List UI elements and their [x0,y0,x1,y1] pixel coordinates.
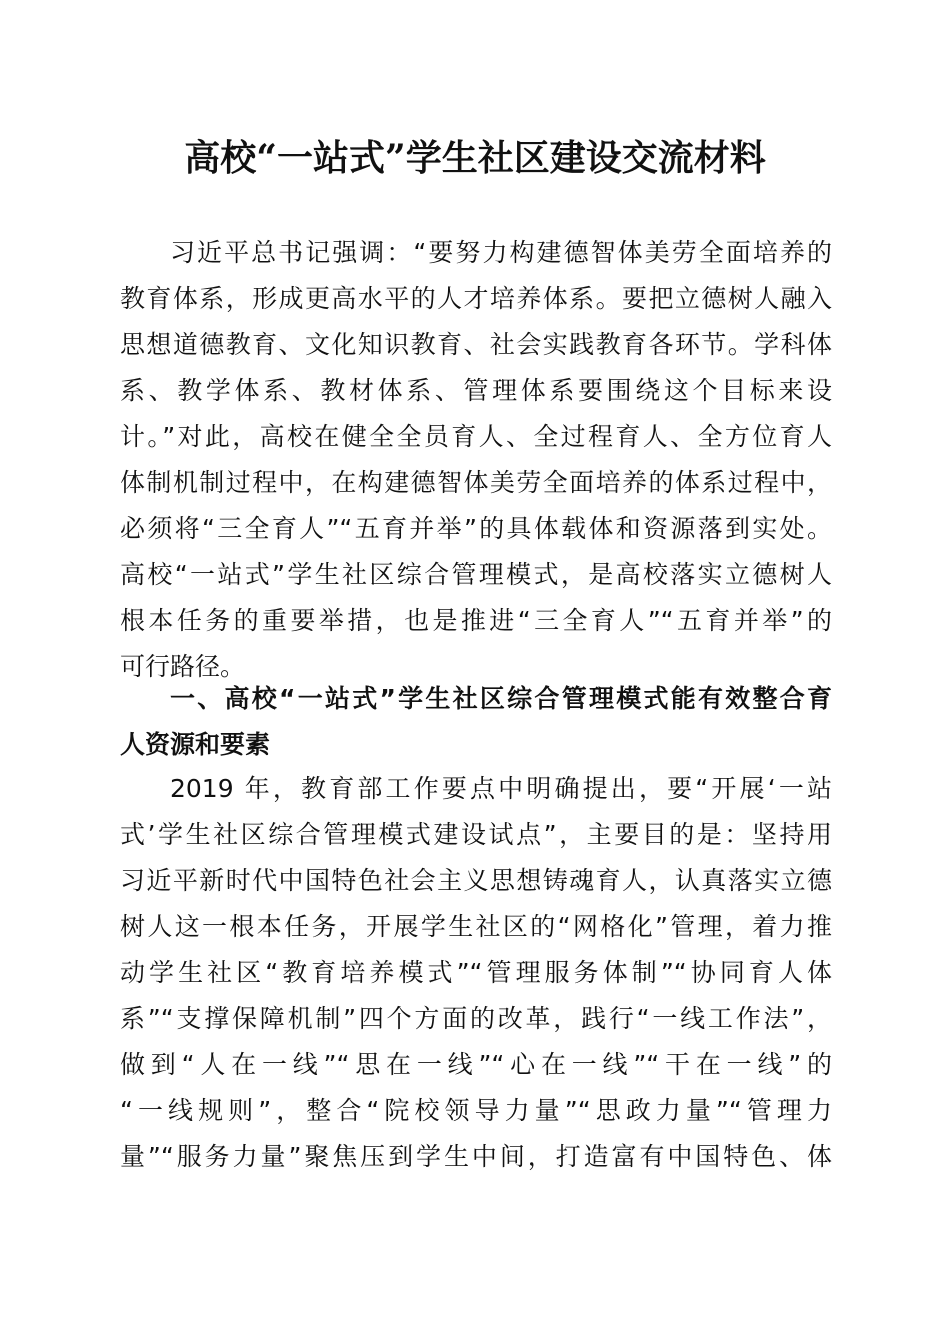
paragraph-line: “一线规则”，整合“院校领导力量”“思政力量”“管理力 [120,1096,832,1125]
paragraph-line: 计。”对此，高校在健全全员育人、全过程育人、全方位育人 [120,422,832,451]
paragraph-line: 习近平新时代中国特色社会主义思想铸魂育人，认真落实立德 [120,866,832,895]
section-heading [120,676,832,768]
paragraph-line: 高校“一站式”学生社区综合管理模式，是高校落实立德树人 [120,560,832,589]
intro-paragraph [120,230,832,690]
paragraph-line: 系、教学体系、教材体系、管理体系要围绕这个目标来设 [120,376,832,405]
paragraph-line: 2019 年，教育部工作要点中明确提出，要“开展‘一站 [170,774,832,803]
paragraph-line: 做到“人在一线”“思在一线”“心在一线”“干在一线”的 [120,1050,832,1079]
document-title: 高校“一站式”学生社区建设交流材料 [184,137,766,179]
heading-line: 一、高校“一站式”学生社区综合管理模式能有效整合育 [170,684,832,713]
paragraph-line: 根本任务的重要举措，也是推进“三全育人”“五育并举”的 [120,606,832,635]
heading-line: 人资源和要素 [120,730,271,759]
paragraph-line: 习近平总书记强调：“要努力构建德智体美劳全面培养的 [170,238,832,267]
paragraph-line: 可行路径。 [120,652,246,681]
section-paragraph [120,766,832,1180]
paragraph-line: 教育体系，形成更高水平的人才培养体系。要把立德树人融入 [120,284,832,313]
paragraph-line: 体制机制过程中，在构建德智体美劳全面培养的体系过程中， [120,468,832,497]
paragraph-line: 式’学生社区综合管理模式建设试点”，主要目的是：坚持用 [120,820,832,849]
paragraph-line: 动学生社区“教育培养模式”“管理服务体制”“协同育人体 [120,958,832,987]
paragraph-line: 思想道德教育、文化知识教育、社会实践教育各环节。学科体 [120,330,832,359]
paragraph-line: 系”“支撑保障机制”四个方面的改革，践行“一线工作法”， [120,1004,832,1033]
paragraph-line: 量”“服务力量”聚焦压到学生中间，打造富有中国特色、体 [120,1142,832,1171]
paragraph-line: 树人这一根本任务，开展学生社区的“网格化”管理，着力推 [120,912,832,941]
paragraph-line: 必须将“三全育人”“五育并举”的具体载体和资源落到实处。 [120,514,832,543]
